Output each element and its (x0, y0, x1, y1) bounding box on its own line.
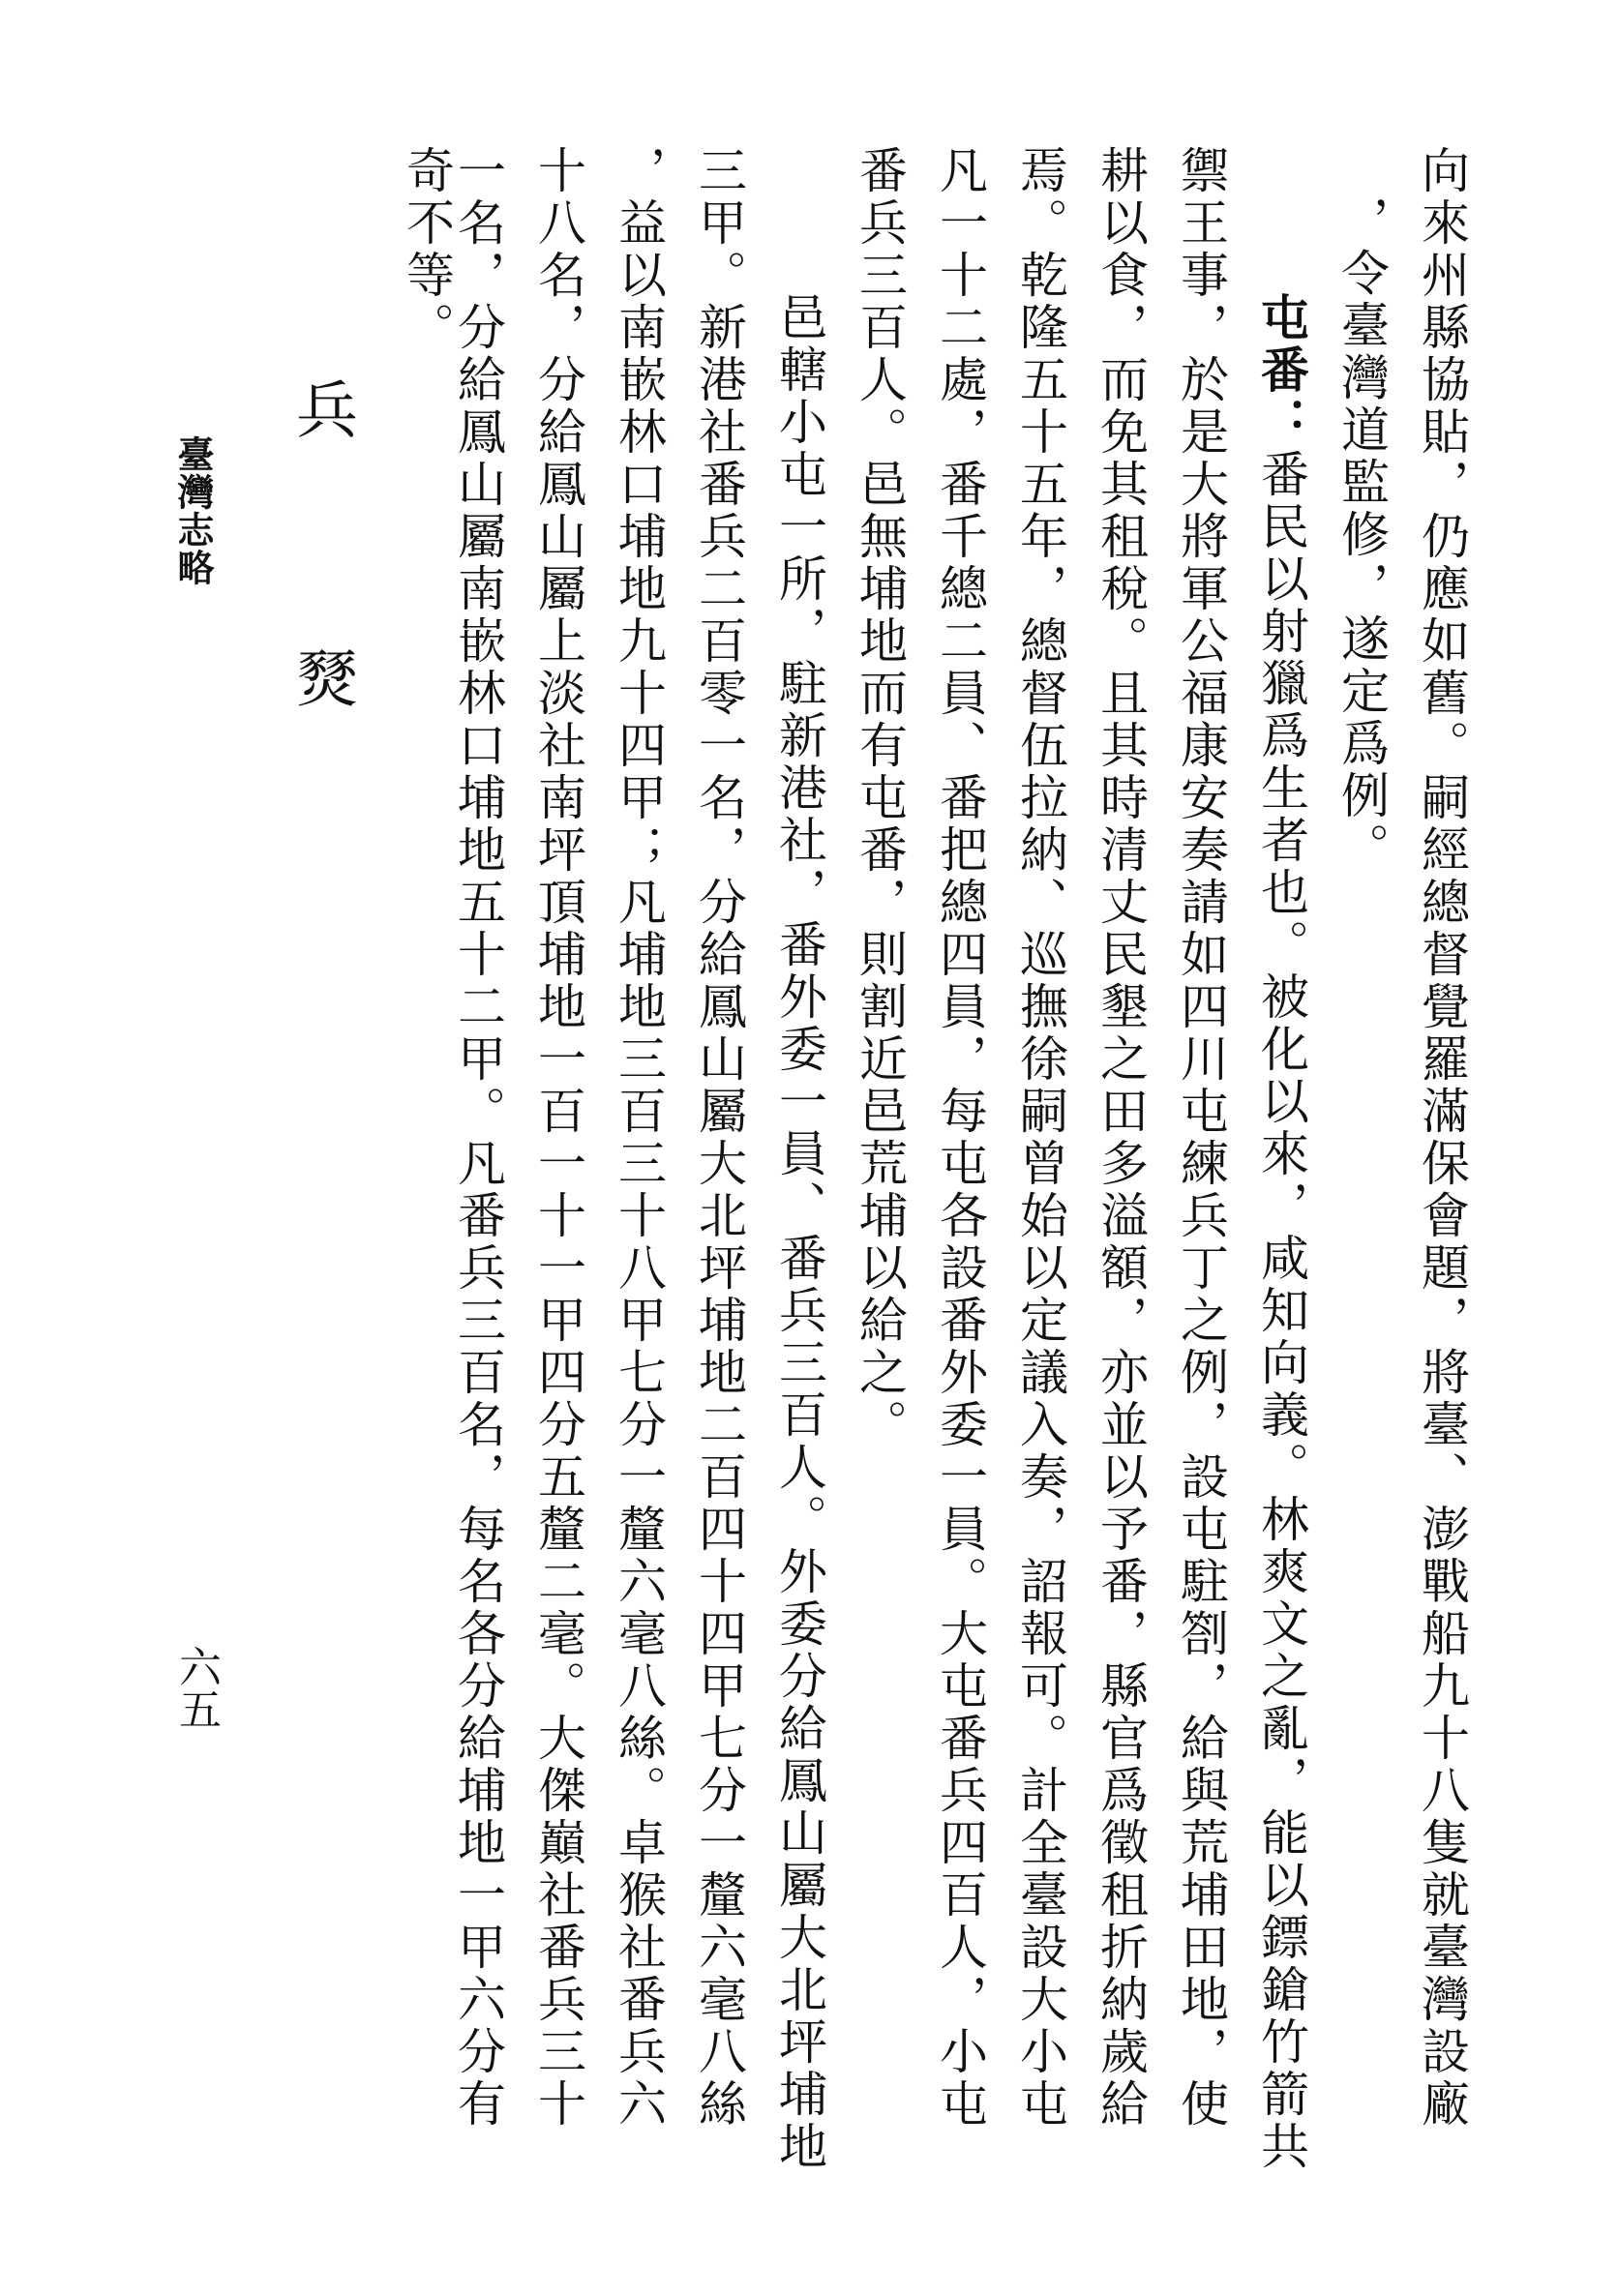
text-column-3 (1252, 292, 1310, 2173)
text-column-14 (398, 145, 456, 354)
column-text: 禦王事，於是大將軍公福康安奏請如四川屯練兵丁之例，設屯駐劄，給與荒埔田地，使 (1173, 145, 1229, 2131)
column-text: 十八名，分給鳳山屬上淡社南坪頂埔地一百一十一甲四分五釐二毫。大傑巔社番兵三十 (530, 145, 586, 2131)
text-column-11 (610, 145, 668, 2131)
text-column-8 (851, 145, 909, 1451)
column-text: 一名，分給鳳山屬南嵌林口埔地五十二甲。凡番兵三百名，每名各分給埔地一甲六分有 (450, 145, 506, 2131)
column-text: 三甲。新港社番兵二百零一名，分給鳳山屬大北坪埔地二百四十四甲七分一釐六毫八絲 (691, 145, 747, 2131)
page-number: 六五 (171, 1645, 221, 1730)
column-text: 番民以射獵爲生者也。被化以來，咸知向義。林爽文之亂，能以鏢鎗竹箭共 (1253, 449, 1309, 2173)
book-title: 臺灣志略 (171, 435, 215, 586)
column-text: ，令臺灣道監修，遂定爲例。 (1333, 195, 1390, 875)
column-text: 耕以食，而免其租稅。且其時清丈民墾之田多溢額，亦並以予番，縣官爲徵租折納歲給 (1093, 145, 1149, 2131)
text-column-9 (770, 292, 828, 2173)
text-column-13 (449, 145, 507, 2131)
text-column-1 (1413, 145, 1471, 2131)
column-text: 邑轄小屯一所，駐新港社，番外委一員、番兵三百人。外委分給鳳山屬大北坪埔地 (771, 292, 827, 2173)
text-column-5 (1092, 145, 1150, 2131)
text-column-2 (1333, 195, 1391, 875)
column-text: 番兵三百人。邑無埔地而有屯番，則割近邑荒埔以給之。 (852, 145, 908, 1451)
column-text: ，益以南嵌林口埔地九十四甲；凡埔地三百三十八甲七分一釐六毫八絲。卓猴社番兵六 (611, 145, 667, 2131)
text-column-7 (931, 145, 989, 2131)
section-side-title: 兵 燹 (285, 377, 357, 776)
section-heading-tun-fan: 屯番： (1253, 292, 1310, 449)
text-column-10 (690, 145, 748, 2131)
text-column-4 (1172, 145, 1230, 2131)
column-text: 焉。乾隆五十五年，總督伍拉納、巡撫徐嗣曾始以定議入奏，詔報可。計全臺設大小屯 (1012, 145, 1068, 2131)
column-text: 凡一十二處，番千總二員、番把總四員，每屯各設番外委一員。大屯番兵四百人，小屯 (932, 145, 988, 2131)
text-column-6 (1011, 145, 1069, 2131)
text-column-12 (529, 145, 587, 2131)
column-text: 奇不等。 (399, 145, 455, 354)
column-text: 向來州縣協貼，仍應如舊。嗣經總督覺羅滿保會題，將臺、澎戰船九十八隻就臺灣設廠 (1414, 145, 1470, 2131)
